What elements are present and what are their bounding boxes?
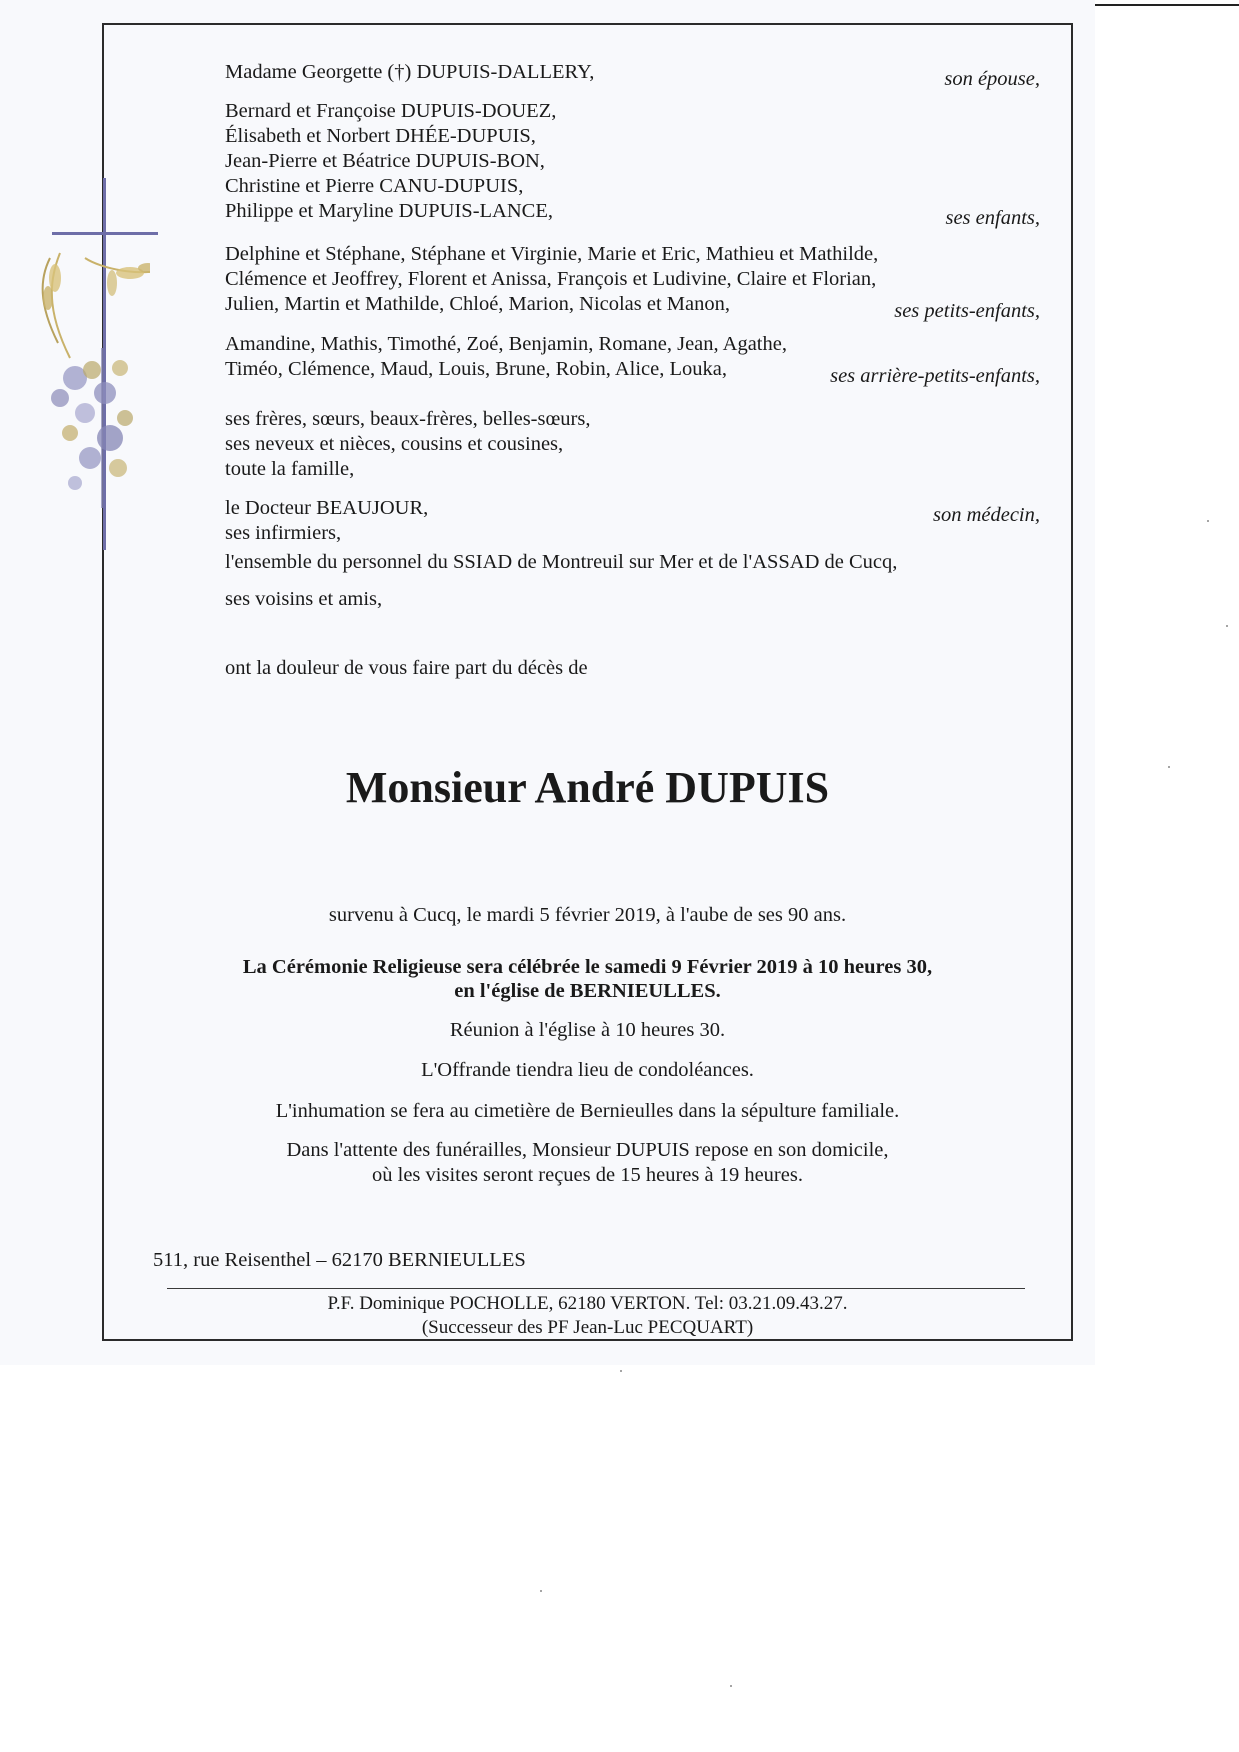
scan-speck (730, 1685, 732, 1687)
doctor-name: le Docteur BEAUJOUR, (225, 497, 429, 519)
scan-speck (540, 1590, 542, 1592)
grandchildren-names: Julien, Martin et Mathilde, Chloé, Marion, Nicolas et Manon, (225, 293, 731, 315)
scan-speck (1226, 625, 1228, 627)
great-grandchildren-names: Timéo, Clémence, Maud, Louis, Brune, Robin, Alice, Louka, (225, 358, 727, 380)
child-line: Élisabeth et Norbert DHÉE-DUPUIS, (225, 125, 536, 147)
scan-speck (1168, 766, 1170, 768)
deceased-name: Monsieur André DUPUIS (345, 763, 830, 812)
scan-speck (620, 1370, 622, 1372)
spouse-role: son épouse, (944, 68, 1040, 90)
ceremony-line: La Cérémonie Religieuse sera célébrée le samedi 9 Février 2019 à 10 heures 30, (242, 956, 933, 978)
wheat-flower-ornament-icon (30, 248, 150, 518)
visitation-line: où les visites seront reçues de 15 heures à 19 heures. (372, 1164, 803, 1186)
death-notice: survenu à Cucq, le mardi 5 février 2019, à l'aube de ses 90 ans. (328, 904, 847, 926)
burial-line: L'inhumation se fera au cimetière de Bernieulles dans la sépulture familiale. (275, 1100, 900, 1122)
caregiver-line: l'ensemble du personnel du SSIAD de Montreuil sur Mer et de l'ASSAD de Cucq, (225, 551, 898, 573)
scan-edge-mark (1095, 4, 1239, 6)
child-line: Christine et Pierre CANU-DUPUIS, (225, 175, 524, 197)
neighbors-line: ses voisins et amis, (225, 588, 383, 610)
home-address: 511, rue Reisenthel – 62170 BERNIEULLES (153, 1249, 526, 1271)
spouse-line (225, 60, 1040, 90)
meeting-line: Réunion à l'église à 10 heures 30. (449, 1019, 726, 1041)
child-line: Bernard et Françoise DUPUIS-DOUEZ, (225, 100, 557, 122)
spouse-name: Madame Georgette (†) DUPUIS-DALLERY, (225, 61, 595, 83)
cross-bar (52, 232, 158, 235)
grandchildren-role: ses petits-enfants, (894, 300, 1040, 322)
great-grandchildren-line: Amandine, Mathis, Timothé, Zoé, Benjamin, Romane, Jean, Agathe, (225, 333, 787, 355)
visitation-line: Dans l'attente des funérailles, Monsieur DUPUIS repose en son domicile, (286, 1139, 889, 1161)
child-line (225, 199, 1040, 229)
funeral-home-successor: (Successeur des PF Jean-Luc PECQUART) (421, 1317, 754, 1338)
doctor-role: son médecin, (932, 504, 1040, 526)
relatives-line: ses neveux et nièces, cousins et cousines, (225, 433, 564, 455)
child-line: Jean-Pierre et Béatrice DUPUIS-BON, (225, 150, 545, 172)
ceremony-location: en l'église de BERNIEULLES. (454, 980, 721, 1002)
great-grandchildren-line (225, 357, 1040, 387)
doctor-line (225, 496, 1040, 526)
child-name: Philippe et Maryline DUPUIS-LANCE, (225, 200, 553, 222)
funeral-home-line: P.F. Dominique POCHOLLE, 62180 VERTON. Tel: 03.21.09.43.27. (327, 1293, 848, 1314)
footer-divider (167, 1288, 1025, 1289)
announcement-line: ont la douleur de vous faire part du décès de (225, 657, 588, 679)
grandchildren-line: Delphine et Stéphane, Stéphane et Virginie, Marie et Eric, Mathieu et Mathilde, (225, 243, 879, 265)
caregiver-line: ses infirmiers, (225, 522, 342, 544)
relatives-line: toute la famille, (225, 458, 355, 480)
relatives-line: ses frères, sœurs, beaux-frères, belles-sœurs, (225, 408, 591, 430)
children-role: ses enfants, (945, 207, 1040, 229)
grandchildren-line: Clémence et Jeoffrey, Florent et Anissa, François et Ludivine, Claire et Florian, (225, 268, 877, 290)
scan-speck (1207, 520, 1209, 522)
offering-line: L'Offrande tiendra lieu de condoléances. (421, 1059, 754, 1081)
great-grandchildren-role: ses arrière-petits-enfants, (830, 365, 1040, 387)
grandchildren-line (225, 292, 1040, 322)
